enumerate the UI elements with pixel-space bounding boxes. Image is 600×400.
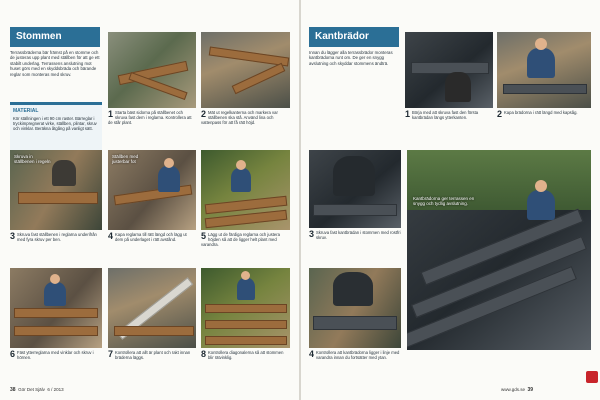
intro-text: Terrassbräderna bär främst på en stomme och de justeras upp plant med ställben för att ge ett stabilt underlag. Terrassens anslutning mot huset görs med en skyddsbräda och bärande reglar som monteras med skruv.: [10, 50, 100, 77]
caption-step-2: 2 Mät ut regelkanterna och markera var ställbenen ska stå. Använd lina och vattenpass för att få rätt höjd.: [201, 109, 278, 126]
section-title-kantbrador: Kantbrädor: [309, 27, 399, 47]
right-intro-text: Innan du lägger alla terrassbrädor monteras kantbrädorna runt om. De ger en snygg avslutning och skyddar stommens ändträ.: [309, 50, 393, 66]
photo-step-6: [10, 268, 102, 348]
caption-step-7: 7 Kontrollera att allt är plant och rakt innan bräderna läggs.: [108, 349, 191, 361]
photo-kant-4: [309, 268, 401, 348]
right-folio: www.gds.se 39: [501, 387, 534, 393]
left-folio: 38 Gör Det Själv 6 / 2013: [10, 387, 64, 393]
caption-step-8: 8 Kontrollera diagonalerna så att stommen blir rätvinklig.: [201, 349, 284, 361]
section-title-stommen: Stommen: [10, 27, 100, 47]
photo-step-7: [108, 268, 196, 348]
caption-kant-1: 1 Börja med att skruva fast den första kantbrädan längs ytterkanten.: [405, 109, 479, 121]
photo-step-5: [201, 150, 290, 230]
caption-kant-4: 4 Kontrollera att kantbrädorna ligger i linje med varandra innan du fortsätter med ytan.: [309, 349, 400, 361]
photo-step-4: [108, 150, 196, 230]
photo-label-step-4: Ställben med justerbar fot: [112, 154, 139, 165]
caption-kant-2: 2 Kapa brädorna i rätt längd med kapsåg.: [497, 109, 578, 119]
photo-step-8: [201, 268, 290, 348]
caption-step-6: 6 Fäst ytterreglarna med vinklar och skruv i hörnen.: [10, 349, 94, 361]
photo-label-large: Kantbrädorna ger terrassen en snygg och tydlig avslutning.: [413, 196, 475, 207]
left-page: [0, 0, 299, 400]
material-heading: MATERIAL: [13, 108, 39, 114]
caption-step-5: 5 Lägg ut de färdiga reglarna och justera höjden så att de ligger helt plant med varandra.: [201, 231, 280, 248]
caption-kant-3: 3 Skruva fast kantbrädan i stommen med rostfri skruv.: [309, 229, 401, 241]
material-body: Kör ställningen i ett 90 cm raster. Bärreglar i tryckimpregnerat virke, ställben, plintar, skruv och vinklar. Beräkna åtgång på vanligt sätt.: [13, 116, 97, 132]
caption-step-4: 4 Kapa reglarna till rätt längd och lägg ut dem på underlaget i rätt avstånd.: [108, 231, 187, 243]
photo-step-3: [10, 150, 102, 230]
photo-step-1: [108, 32, 196, 108]
photo-step-2: [201, 32, 290, 108]
photo-kant-1: [405, 32, 493, 108]
caption-step-1: 1 Starta bäst sidorna på ställbenet och skruva fast dem i reglarna. Kontrollera att de står plant.: [108, 109, 192, 126]
photo-kant-2: [497, 32, 591, 108]
caption-step-3: 3 Skruva fast ställbenen i reglarna underifrån med fyra skruv per ben.: [10, 231, 97, 243]
next-page-corner: [586, 371, 598, 383]
right-page: [301, 0, 600, 400]
photo-label-step-3: Skruva in ställbenen i regeln: [14, 154, 51, 165]
photo-kant-3: [309, 150, 401, 228]
photo-kant-large: [407, 150, 591, 350]
